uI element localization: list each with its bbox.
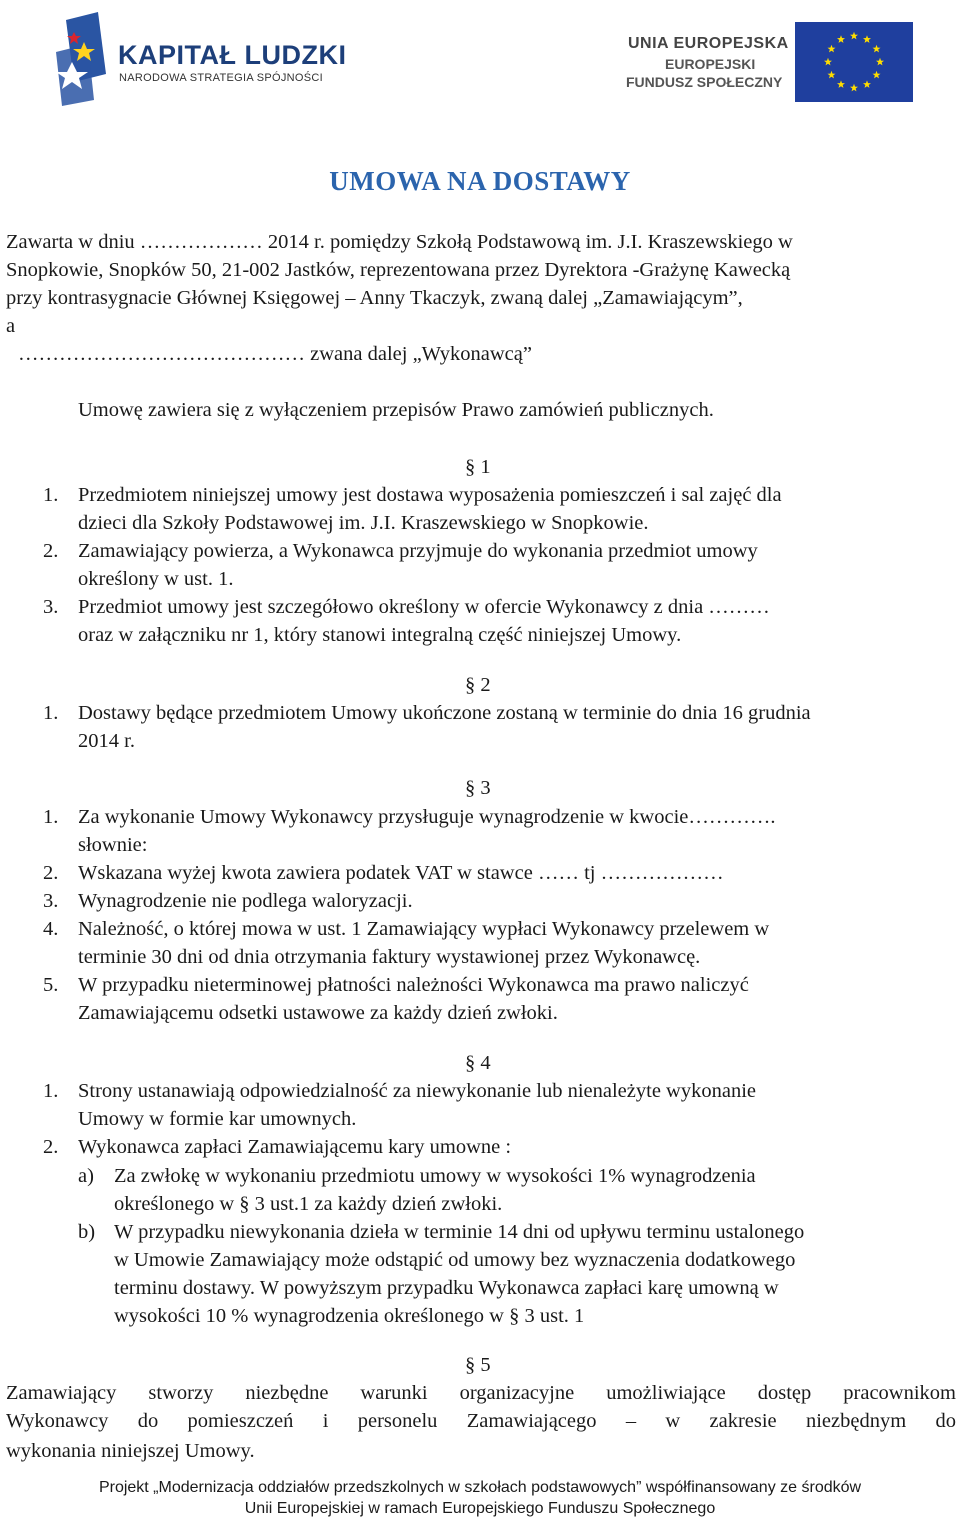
s4-sub-a-line2: określonego w § 3 ust.1 za każdy dzień zwłoki. bbox=[114, 1193, 503, 1215]
section-1-heading: § 1 bbox=[465, 456, 491, 478]
s3-item5-line1: W przypadku nieterminowej płatności należności Wykonawca ma prawo naliczyć bbox=[78, 974, 749, 996]
s4-item2-number: 2. bbox=[43, 1136, 59, 1158]
kapital-ludzki-subtitle: NARODOWA STRATEGIA SPÓJNOŚCI bbox=[119, 72, 323, 84]
s4-sub-b-line4: wysokości 10 % wynagrodzenia określonego w § 3 ust. 1 bbox=[114, 1305, 585, 1327]
footer-line-2: Unii Europejskiej w ramach Europejskiego Funduszu Społecznego bbox=[244, 1500, 716, 1517]
s1-item2-line1: Zamawiający powierza, a Wykonawca przyjmuje do wykonania przedmiot umowy bbox=[78, 540, 758, 562]
s5-paragraph-line2: Wykonawcy do pomieszczeń i personelu Zamawiającego – w zakresie niezbędnym do bbox=[6, 1410, 956, 1432]
eu-logo-line1: UNIA EUROPEJSKA bbox=[628, 35, 789, 52]
section-5-heading: § 5 bbox=[465, 1354, 491, 1376]
intro-line-1: Zawarta w dniu ……………… 2014 r. pomiędzy Szkołą Podstawową im. J.I. Kraszewskiego w bbox=[6, 231, 793, 253]
eu-logo-line2: EUROPEJSKI bbox=[665, 56, 756, 72]
intro-line-6: Umowę zawiera się z wyłączeniem przepisów Prawo zamówień publicznych. bbox=[78, 399, 714, 421]
s4-item2-line1: Wykonawca zapłaci Zamawiającemu kary umowne : bbox=[78, 1136, 512, 1158]
s1-item3-line2: oraz w załączniku nr 1, który stanowi integralną część niniejszej Umowy. bbox=[78, 624, 682, 646]
s2-item1-line1: Dostawy będące przedmiotem Umowy ukończone zostaną w terminie do dnia 16 grudnia bbox=[78, 702, 811, 724]
s4-item1-number: 1. bbox=[43, 1080, 59, 1102]
s1-item1-number: 1. bbox=[43, 484, 59, 506]
s4-sub-b-label: b) bbox=[78, 1221, 96, 1243]
s1-item2-number: 2. bbox=[43, 540, 59, 562]
s3-item4-line1: Należność, o której mowa w ust. 1 Zamawiający wypłaci Wykonawcy przelewem w bbox=[78, 918, 770, 940]
section-2-heading: § 2 bbox=[465, 674, 491, 696]
s3-item5-line2: Zamawiającemu odsetki ustawowe za każdy dzień zwłoki. bbox=[78, 1002, 558, 1024]
s4-sub-a-label: a) bbox=[78, 1165, 94, 1187]
s1-item2-line2: określony w ust. 1. bbox=[78, 568, 234, 590]
section-3-heading: § 3 bbox=[465, 777, 491, 799]
s5-paragraph-line1: Zamawiający stworzy niezbędne warunki organizacyjne umożliwiające dostęp pracownikom bbox=[6, 1382, 956, 1404]
footer-line-1: Projekt „Modernizacja oddziałów przedszkolnych w szkołach podstawowych” współfinansowany ze środków bbox=[98, 1479, 862, 1496]
s4-sub-b-line3: terminu dostawy. W powyższym przypadku Wykonawca zapłaci karę umowną w bbox=[114, 1277, 779, 1299]
s2-item1-number: 1. bbox=[43, 702, 59, 724]
s3-item4-number: 4. bbox=[43, 918, 59, 940]
s3-item2-line1: Wskazana wyżej kwota zawiera podatek VAT w stawce …… tj ……………… bbox=[78, 862, 724, 884]
s3-item2-number: 2. bbox=[43, 862, 59, 884]
section-4-heading: § 4 bbox=[465, 1052, 491, 1074]
s4-item1-line2: Umowy w formie kar umownych. bbox=[78, 1108, 357, 1130]
intro-line-4: a bbox=[6, 315, 16, 337]
s3-item1-line1: Za wykonanie Umowy Wykonawcy przysługuje wynagrodzenie w kwocie…………. bbox=[78, 806, 776, 828]
s4-sub-a-line1: Za zwłokę w wykonaniu przedmiotu umowy w wysokości 1% wynagrodzenia bbox=[114, 1165, 756, 1187]
s1-item1-line2: dzieci dla Szkoły Podstawowej im. J.I. Kraszewskiego w Snopkowie. bbox=[78, 512, 649, 534]
s5-paragraph-line3: wykonania niniejszej Umowy. bbox=[6, 1440, 255, 1462]
eu-flag-icon bbox=[795, 22, 913, 102]
s3-item1-number: 1. bbox=[43, 806, 59, 828]
s3-item4-line2: terminie 30 dni od dnia otrzymania faktury wystawionej przez Wykonawcę. bbox=[78, 946, 701, 968]
kapital-ludzki-emblem-icon bbox=[54, 12, 124, 106]
s2-item1-line2: 2014 r. bbox=[78, 730, 135, 752]
s1-item3-number: 3. bbox=[43, 596, 59, 618]
s1-item3-line1: Przedmiot umowy jest szczegółowo określony w ofercie Wykonawcy z dnia ……… bbox=[78, 596, 770, 618]
intro-line-2: Snopkowie, Snopków 50, 21-002 Jastków, reprezentowana przez Dyrektora -Grażynę Kawecką bbox=[6, 259, 791, 281]
s4-sub-b-line2: w Umowie Zamawiający może odstąpić od umowy bez wyznaczenia dodatkowego bbox=[114, 1249, 796, 1271]
s3-item5-number: 5. bbox=[43, 974, 59, 996]
s4-sub-b-line1: W przypadku niewykonania dzieła w terminie 14 dni od upływu terminu ustalonego bbox=[114, 1221, 805, 1243]
document-title: UMOWA NA DOSTAWY bbox=[329, 166, 631, 196]
intro-line-3: przy kontrasygnacie Głównej Księgowej – Anny Tkaczyk, zwaną dalej „Zamawiającym”, bbox=[6, 287, 743, 309]
eu-logo-line3: FUNDUSZ SPOŁECZNY bbox=[626, 74, 783, 90]
s3-item3-line1: Wynagrodzenie nie podlega waloryzacji. bbox=[78, 890, 413, 912]
kapital-ludzki-title: KAPITAŁ LUDZKI bbox=[118, 40, 347, 70]
s3-item3-number: 3. bbox=[43, 890, 59, 912]
intro-line-5: …………………………………… zwana dalej „Wykonawcą” bbox=[18, 343, 532, 365]
s3-item1-line2: słownie: bbox=[78, 834, 148, 856]
s1-item1-line1: Przedmiotem niniejszej umowy jest dostawa wyposażenia pomieszczeń i sal zajęć dla bbox=[78, 484, 782, 506]
s4-item1-line1: Strony ustanawiają odpowiedzialność za niewykonanie lub nienależyte wykonanie bbox=[78, 1080, 756, 1102]
